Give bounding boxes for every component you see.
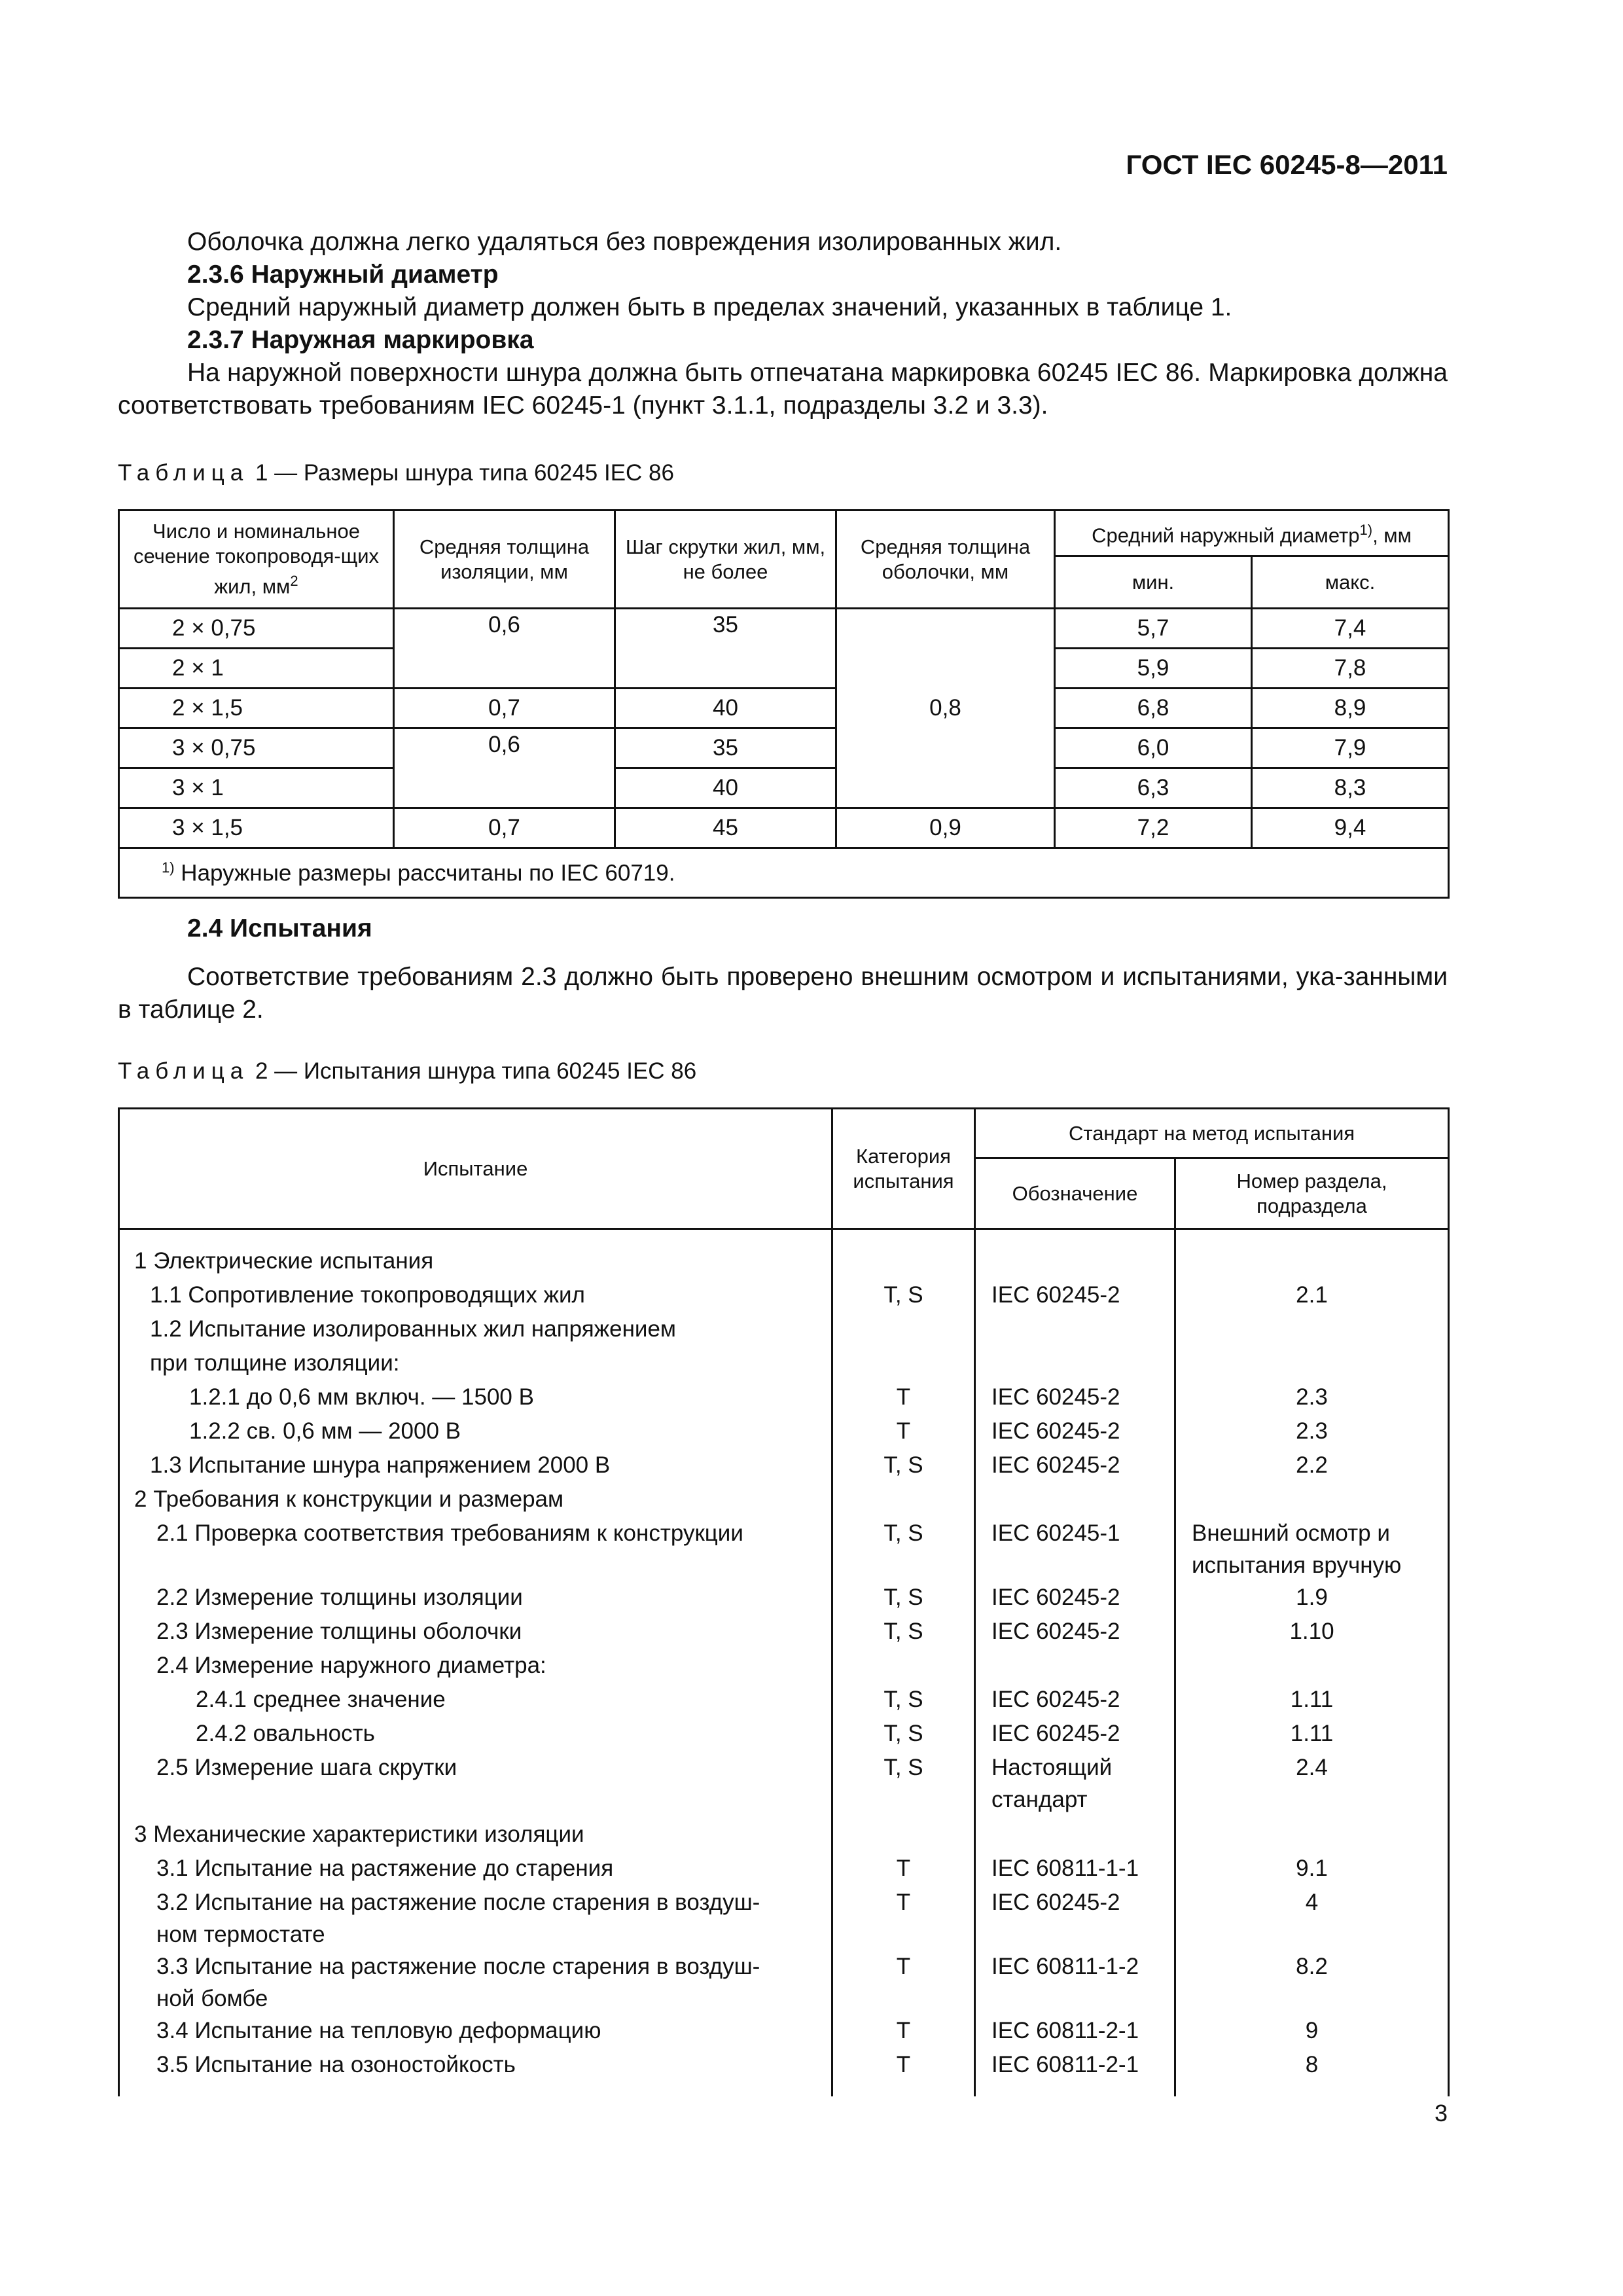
- category: T, S: [883, 1282, 923, 1308]
- section-number: 1.10: [1289, 1619, 1334, 1644]
- category: T: [896, 2052, 911, 2077]
- cell-section: 3 × 1: [119, 768, 394, 808]
- col-test: [119, 1229, 832, 2097]
- category: T: [896, 1856, 911, 1881]
- header-cell-section: Номер раздела, подраздела: [1175, 1158, 1449, 1229]
- designation-cont: стандарт: [991, 1787, 1088, 1812]
- table1-footnote: [119, 848, 1449, 898]
- designation: IEC 60245-2: [991, 1721, 1120, 1746]
- designation: IEC 60245-2: [991, 1282, 1120, 1308]
- designation: IEC 60245-2: [991, 1452, 1120, 1478]
- cell-section: 2 × 1: [119, 649, 394, 689]
- paragraph: Оболочка должна легко удаляться без повреждения изолированных жил.: [187, 228, 1062, 256]
- header-cell-category: Категория испытания: [832, 1109, 975, 1229]
- category: T, S: [883, 1452, 923, 1478]
- section-number: 2.4: [1296, 1755, 1328, 1780]
- caption-prefix: Таблица: [118, 1058, 249, 1084]
- section-number: 1.11: [1290, 1721, 1334, 1746]
- cell-sheath: 0,9: [836, 808, 1055, 848]
- section-number: 8: [1305, 2052, 1319, 2077]
- superscript: 1): [1359, 522, 1373, 539]
- test-name: 1.3 Испытание шнура напряжением 2000 В: [150, 1452, 611, 1478]
- caption-text: 1 — Размеры шнура типа 60245 IEC 86: [249, 460, 674, 486]
- cell-section: 3 × 1,5: [119, 808, 394, 848]
- designation: IEC 60245-2: [991, 1384, 1120, 1410]
- section-number: 4: [1305, 1890, 1319, 1915]
- test-name: 2.1 Проверка соответствия требованиям к конструкции: [156, 1520, 743, 1546]
- cell-max: 7,8: [1252, 649, 1449, 689]
- section-number: 2.2: [1296, 1452, 1328, 1478]
- cell-min: 7,2: [1055, 808, 1252, 848]
- test-name: 2 Требования к конструкции и размерам: [134, 1486, 564, 1512]
- test-name: 3.4 Испытание на тепловую деформацию: [156, 2018, 601, 2043]
- test-name: 2.4 Измерение наружного диаметра:: [156, 1653, 546, 1678]
- section-number: 9.1: [1296, 1856, 1328, 1881]
- category: T, S: [883, 1755, 923, 1780]
- section-number: 1.9: [1296, 1585, 1328, 1610]
- header-cell: [1055, 511, 1449, 556]
- cell-max: 7,9: [1252, 728, 1449, 768]
- heading-2-3-7: 2.3.7 Наружная маркировка: [187, 326, 534, 354]
- test-name: 3.3 Испытание на растяжение после старения в воздуш-: [156, 1954, 760, 1979]
- caption-text: 2 — Испытания шнура типа 60245 IEC 86: [249, 1058, 697, 1084]
- section-number: 1.11: [1290, 1687, 1334, 1712]
- test-name: 3.1 Испытание на растяжение до старения: [156, 1856, 614, 1881]
- cell-insulation: 0,6: [394, 609, 615, 689]
- cell-step: 40: [615, 689, 836, 728]
- category: T: [896, 1384, 911, 1410]
- heading-2-3-6: 2.3.6 Наружный диаметр: [187, 260, 499, 289]
- cell-section: 2 × 0,75: [119, 609, 394, 649]
- section-number: 8.2: [1296, 1954, 1328, 1979]
- heading-2-4: 2.4 Испытания: [187, 914, 372, 942]
- test-name: 3.2 Испытание на растяжение после старения в воздуш-: [156, 1890, 760, 1915]
- category: T, S: [883, 1520, 923, 1546]
- cell-section: 2 × 1,5: [119, 689, 394, 728]
- header-cell: Средняя толщина оболочки, мм: [836, 511, 1055, 609]
- paragraph: Средний наружный диаметр должен быть в пределах значений, указанных в таблице 1.: [187, 293, 1232, 321]
- category: T, S: [883, 1585, 923, 1610]
- section-number: 9: [1305, 2018, 1319, 2043]
- table-dimensions: [118, 509, 1450, 899]
- section-number: 2.1: [1296, 1282, 1328, 1308]
- category: T: [896, 1890, 911, 1915]
- col-category: [832, 1229, 975, 2097]
- test-name: 1 Электрические испытания: [134, 1248, 434, 1274]
- cell-insulation: 0,7: [394, 689, 615, 728]
- cell-max: 7,4: [1252, 609, 1449, 649]
- category: T: [896, 1418, 911, 1444]
- header-cell-designation: Обозначение: [975, 1158, 1175, 1229]
- section-number: 2.3: [1296, 1418, 1328, 1444]
- test-name: при толщине изоляции:: [150, 1350, 400, 1376]
- col-designation: [975, 1229, 1175, 2097]
- cell-min: 6,3: [1055, 768, 1252, 808]
- header-cell-test: Испытание: [119, 1109, 832, 1229]
- designation: IEC 60811-1-1: [991, 1856, 1139, 1881]
- category: T, S: [883, 1619, 923, 1644]
- header-cell-standard: Стандарт на метод испытания: [975, 1109, 1449, 1158]
- designation: IEC 60245-2: [991, 1619, 1120, 1644]
- test-name: 1.1 Сопротивление токопроводящих жил: [150, 1282, 585, 1308]
- category: T: [896, 2018, 911, 2043]
- cell-insulation: 0,6: [394, 728, 615, 808]
- col-section: [1175, 1229, 1449, 2097]
- category: T: [896, 1954, 911, 1979]
- test-name-cont: ной бомбе: [156, 1986, 268, 2011]
- table2-caption: [118, 1058, 696, 1085]
- header-cell-min: мин.: [1055, 556, 1252, 609]
- caption-prefix: Таблица: [118, 460, 249, 486]
- cell-min: 5,7: [1055, 609, 1252, 649]
- designation: Настоящий: [991, 1755, 1113, 1780]
- header-cell: Шаг скрутки жил, мм, не более: [615, 511, 836, 609]
- cell-min: 6,8: [1055, 689, 1252, 728]
- cell-max: 8,3: [1252, 768, 1449, 808]
- designation: IEC 60245-2: [991, 1890, 1120, 1915]
- designation: IEC 60245-2: [991, 1585, 1120, 1610]
- superscript: 2: [290, 573, 298, 590]
- test-name: 2.3 Измерение толщины оболочки: [156, 1619, 522, 1644]
- cell-step: 40: [615, 768, 836, 808]
- designation: IEC 60811-1-2: [991, 1954, 1139, 1979]
- footnote-mark: 1): [162, 859, 175, 876]
- cell-step: 35: [615, 609, 836, 689]
- cell-max: 8,9: [1252, 689, 1449, 728]
- footnote-text: Наружные размеры рассчитаны по IEC 60719.: [174, 860, 675, 886]
- table1-caption: [118, 460, 674, 486]
- cell-step: 35: [615, 728, 836, 768]
- paragraph: Соответствие требованиям 2.3 должно быть проверено внешним осмотром и испытаниями, ука-занными в таблице 2.: [118, 963, 1448, 1024]
- test-name: 2.4.2 овальность: [196, 1721, 375, 1746]
- header-unit: , мм: [1372, 524, 1412, 547]
- cell-min: 5,9: [1055, 649, 1252, 689]
- test-name: 3.5 Испытание на озоностойкость: [156, 2052, 516, 2077]
- test-name: 1.2 Испытание изолированных жил напряжением: [150, 1316, 676, 1342]
- cell-sheath: 0,8: [836, 609, 1055, 808]
- test-name: 1.2.2 св. 0,6 мм — 2000 В: [189, 1418, 461, 1444]
- test-name: 2.2 Измерение толщины изоляции: [156, 1585, 523, 1610]
- designation: IEC 60245-2: [991, 1418, 1120, 1444]
- category: T, S: [883, 1721, 923, 1746]
- test-name: 2.5 Измерение шага скрутки: [156, 1755, 457, 1780]
- cell-section: 3 × 0,75: [119, 728, 394, 768]
- header-cell-max: макс.: [1252, 556, 1449, 609]
- designation: IEC 60811-2-1: [991, 2052, 1139, 2077]
- section-number-cont: испытания вручную: [1192, 1552, 1402, 1578]
- page-number: 3: [1434, 2100, 1448, 2126]
- document-header: ГОСТ IEC 60245-8—2011: [1126, 149, 1448, 180]
- test-name-cont: ном термостате: [156, 1922, 325, 1947]
- table-tests: [118, 1107, 1450, 2096]
- paragraph: На наружной поверхности шнура должна быть отпечатана маркировка 60245 IEC 86. Маркировка должна соответствовать требованиям IEC 60245-1 (пункт 3.1.1, подразделы 3.2 и 3.3).: [118, 359, 1448, 420]
- header-cell: Средняя толщина изоляции, мм: [394, 511, 615, 609]
- cell-max: 9,4: [1252, 808, 1449, 848]
- designation: IEC 60245-2: [991, 1687, 1120, 1712]
- header-text: Число и номинальное сечение токопроводя-щих жил, мм: [133, 520, 380, 598]
- test-name: 1.2.1 до 0,6 мм включ. — 1500 В: [189, 1384, 534, 1410]
- section-number: Внешний осмотр и: [1192, 1520, 1390, 1546]
- header-cell: [119, 511, 394, 609]
- designation: IEC 60245-1: [991, 1520, 1120, 1546]
- section-number: 2.3: [1296, 1384, 1328, 1410]
- spacer: [134, 1785, 831, 1815]
- test-name: 3 Механические характеристики изоляции: [134, 1821, 584, 1847]
- spacer: [134, 1551, 831, 1581]
- cell-step: 45: [615, 808, 836, 848]
- designation: IEC 60811-2-1: [991, 2018, 1139, 2043]
- header-text: Средний наружный диаметр: [1092, 524, 1360, 547]
- test-name: 2.4.1 среднее значение: [196, 1687, 446, 1712]
- cell-min: 6,0: [1055, 728, 1252, 768]
- cell-insulation: 0,7: [394, 808, 615, 848]
- category: T, S: [883, 1687, 923, 1712]
